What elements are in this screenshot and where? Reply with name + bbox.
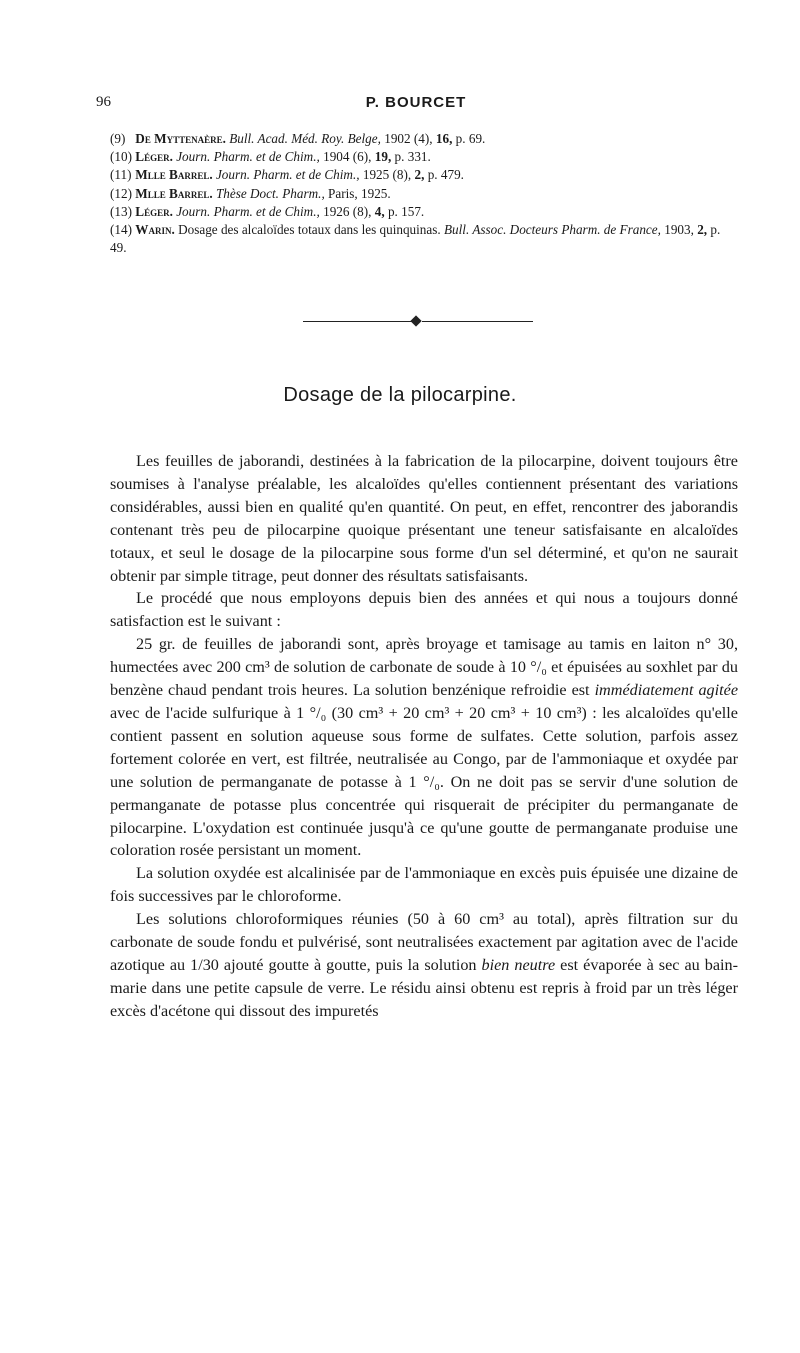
reference-page: p. 157. xyxy=(387,203,425,219)
reference-item xyxy=(110,148,738,166)
body-text xyxy=(110,450,738,1023)
paragraph: Le procédé que nous employons depuis bien des années et qui nous a toujours donné satisfaction est le suivant : xyxy=(110,589,738,631)
paragraph-emphasis: bien neutre xyxy=(481,955,556,974)
divider-line-right xyxy=(422,321,533,322)
reference-number: (14) xyxy=(110,222,132,238)
reference-year: 1903, xyxy=(664,222,694,238)
reference-journal: Thèse Doct. Pharm., xyxy=(215,185,325,201)
reference-number: (10) xyxy=(110,149,132,165)
paragraph xyxy=(110,908,738,1023)
reference-journal: Bull. Assoc. Docteurs Pharm. de France, xyxy=(443,222,661,238)
reference-page: p. 331. xyxy=(394,149,431,165)
reference-item xyxy=(110,221,738,257)
reference-number: (13) xyxy=(110,203,132,219)
section-title: Dosage de la pilocarpine. xyxy=(283,384,517,406)
reference-item xyxy=(110,130,738,148)
reference-journal: Journ. Pharm. et de Chim., xyxy=(176,203,320,219)
reference-year: 1904 (6), xyxy=(323,149,372,165)
reference-year: 1925 (8), xyxy=(362,167,412,183)
page-number: 96 xyxy=(96,94,111,110)
reference-item xyxy=(110,203,738,221)
reference-number: (11) xyxy=(110,167,132,183)
reference-volume: 4, xyxy=(374,203,385,219)
reference-author: Léger. xyxy=(135,203,173,219)
divider-diamond-icon xyxy=(410,315,421,326)
reference-author: Mlle Barrel. xyxy=(135,185,213,201)
paragraph: La solution oxydée est alcalinisée par de l'ammoniaque en excès puis épuisée une dizaine de fois successives par le chloroforme. xyxy=(110,864,738,906)
reference-item xyxy=(110,166,738,184)
paragraph xyxy=(110,633,738,862)
reference-year: 1902 (4), xyxy=(384,131,433,146)
reference-volume: 16, xyxy=(435,131,453,146)
reference-page: p. 479. xyxy=(427,167,464,183)
reference-year: 1926 (8), xyxy=(323,203,372,219)
reference-number: (9) xyxy=(110,131,126,146)
reference-page: p. 49. xyxy=(110,222,721,256)
running-head xyxy=(96,94,736,118)
reference-author: Mlle Barrel. xyxy=(135,167,213,183)
reference-volume: 19, xyxy=(374,149,392,165)
running-title: P. BOURCET xyxy=(365,94,467,111)
reference-volume: 2, xyxy=(414,167,425,183)
paragraph: Les feuilles de jaborandi, destinées à la fabrication de la pilocarpine, doivent toujours être soumises à l'analyse préalable, les alcaloïdes qu'elles contiennent présentant des variations considérables, aussi bien en qualité qu'en quantité. On peut, en effet, rencontrer des jaborandis contenant très peu de pilocarpine quoique présentant une teneur satisfaisante en alcaloïdes totaux, et seul le dosage de la pilocarpine sous forme d'un sel déterminé, et qu'on ne saurait obtenir par simple titrage, peut donner des résultats satisfaisants. xyxy=(110,452,738,585)
reference-number: (12) xyxy=(110,185,132,201)
reference-author: Warin. xyxy=(135,222,175,238)
divider-line-left xyxy=(303,321,412,322)
reference-title: Dosage des alcaloïdes totaux dans les quinquinas. xyxy=(178,222,441,238)
reference-author: De Myttenaère. xyxy=(135,131,226,146)
reference-author: Léger. xyxy=(135,149,173,165)
reference-year: Paris, 1925. xyxy=(328,185,391,201)
reference-journal: Journ. Pharm. et de Chim., xyxy=(215,167,360,183)
reference-item xyxy=(110,185,738,203)
paragraph-text: est évaporée à sec au bain-marie dans une petite capsule de verre. Le résidu ainsi obtenu est repris à froid par un très léger excès d'acétone qui dissout des impuretés xyxy=(110,955,738,1020)
section-divider xyxy=(303,318,533,326)
reference-journal: Bull. Acad. Méd. Roy. Belge, xyxy=(229,131,381,146)
reference-volume: 2, xyxy=(697,222,708,238)
paragraph-text: avec de l'acide sulfurique à 1 °/₀ (30 cm³ + 20 cm³ + 20 cm³ + 10 cm³) : les alcaloïdes qu'elle contient passent en solution aqueuse sous forme de sulfates. Cette solution, parfois assez fortement colorée en vert, est filtrée, neutralisée au Congo, par de l'ammoniaque et oxydée par une solution de permanganate de potasse à 1 °/₀. On ne doit pas se servir d'une solution de permanganate de potasse plus concentrée qui risquerait de précipiter du permanganate de pilocarpine. L'oxydation est continuée jusqu'à ce qu'une goutte de permanganate produise une coloration rosée persistant un moment. xyxy=(110,703,738,860)
reference-journal: Journ. Pharm. et de Chim., xyxy=(176,149,320,165)
paragraph-emphasis: immédiatement agitée xyxy=(594,681,739,700)
paragraph-text: 25 gr. de feuilles de jaborandi sont, après broyage et tamisage au tamis en laiton n° 30, humectées avec 200 cm³ de solution de carbonate de soude à 10 °/₀ et épuisées au soxhlet par du benzène chaud pendant trois heures. La solution benzénique refroidie est xyxy=(110,635,738,700)
paragraph-text: Les solutions chloroformiques réunies (50 à 60 cm³ au total), après filtration sur du carbonate de soude fondu et pulvérisé, sont neutralisées exactement par agitation avec de l'acide azotique au 1/30 ajouté goutte à goutte, puis la solution xyxy=(110,910,738,974)
reference-list xyxy=(110,130,738,257)
reference-page: p. 69. xyxy=(455,131,486,146)
